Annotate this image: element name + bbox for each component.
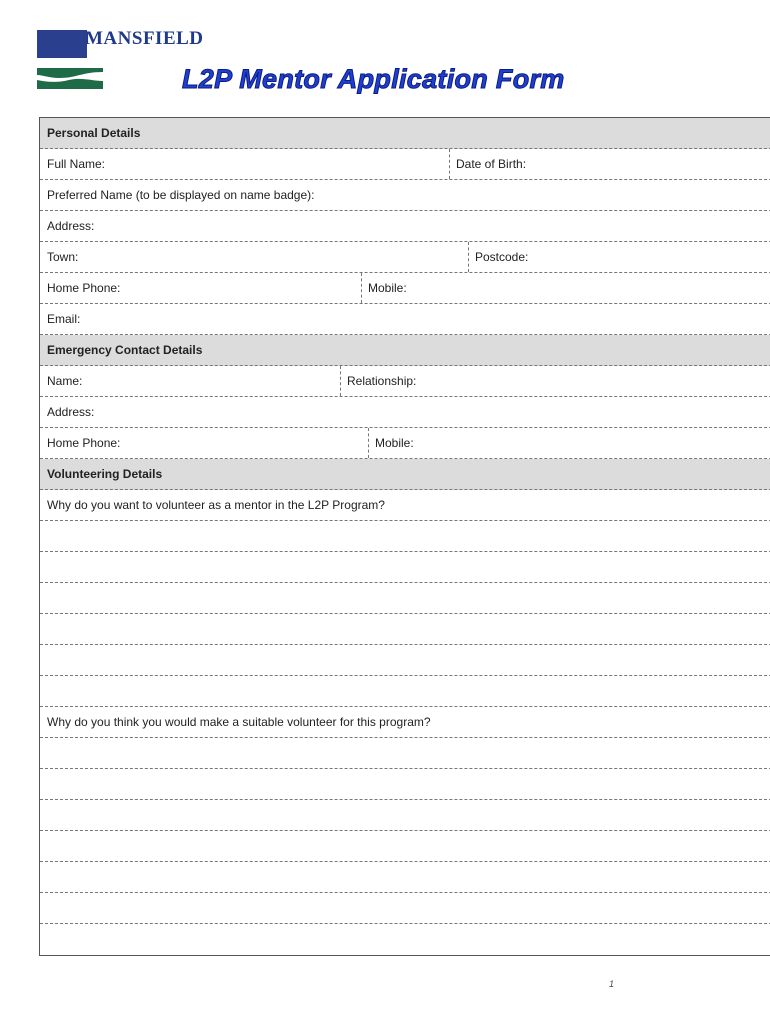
emergency-home-phone-field[interactable]: Home Phone: [47, 436, 121, 450]
home-phone-field[interactable]: Home Phone: [47, 281, 121, 295]
relationship-field[interactable]: Relationship: [347, 374, 417, 388]
section-title: Volunteering Details [47, 467, 163, 481]
row-question-1 [40, 490, 770, 521]
logo-mountain-block [37, 30, 87, 58]
address-field[interactable]: Address: [47, 219, 95, 233]
answer-line[interactable] [40, 893, 770, 924]
mansfield-logo [37, 28, 204, 92]
row-emergency-address [40, 397, 770, 428]
section-header-emergency [40, 335, 770, 366]
row-email [40, 304, 770, 335]
answer-line[interactable] [40, 800, 770, 831]
row-address [40, 211, 770, 242]
section-header-volunteering [40, 459, 770, 490]
row-preferred-name [40, 180, 770, 211]
dob-field[interactable]: Date of Birth: [456, 157, 527, 171]
answer-line[interactable] [40, 862, 770, 893]
answer-line[interactable] [40, 769, 770, 800]
row-emergency-name [40, 366, 770, 397]
page-number: 1 [609, 979, 615, 989]
question-1-label: Why do you want to volunteer as a mentor in the L2P Program? [47, 498, 385, 512]
logo-wave-icon [37, 66, 103, 90]
town-field[interactable]: Town: [47, 250, 79, 264]
answer-line[interactable] [40, 583, 770, 614]
row-town [40, 242, 770, 273]
answer-line[interactable] [40, 676, 770, 707]
question-2-label: Why do you think you would make a suitable volunteer for this program? [47, 715, 431, 729]
answer-line[interactable] [40, 614, 770, 645]
preferred-name-field[interactable]: Preferred Name (to be displayed on name badge): [47, 188, 315, 202]
emergency-address-field[interactable]: Address: [47, 405, 95, 419]
answer-line[interactable] [40, 831, 770, 862]
full-name-field[interactable]: Full Name: [47, 157, 106, 171]
answer-line[interactable] [40, 924, 770, 955]
postcode-field[interactable]: Postcode: [475, 250, 529, 264]
section-title: Personal Details [47, 126, 141, 140]
section-title: Emergency Contact Details [47, 343, 203, 357]
row-full-name [40, 149, 770, 180]
emergency-name-field[interactable]: Name: [47, 374, 83, 388]
form-title: L2P Mentor Application Form [182, 64, 565, 94]
emergency-mobile-field[interactable]: Mobile: [375, 436, 414, 450]
section-header-personal [40, 118, 770, 149]
answer-line[interactable] [40, 645, 770, 676]
row-home-phone [40, 273, 770, 304]
logo-text: MANSFIELD [85, 28, 204, 49]
mobile-field[interactable]: Mobile: [368, 281, 407, 295]
answer-line[interactable] [40, 552, 770, 583]
answer-line[interactable] [40, 521, 770, 552]
email-field[interactable]: Email: [47, 312, 81, 326]
application-form [39, 117, 770, 956]
answer-line[interactable] [40, 738, 770, 769]
row-emergency-phone [40, 428, 770, 459]
row-question-2 [40, 707, 770, 738]
